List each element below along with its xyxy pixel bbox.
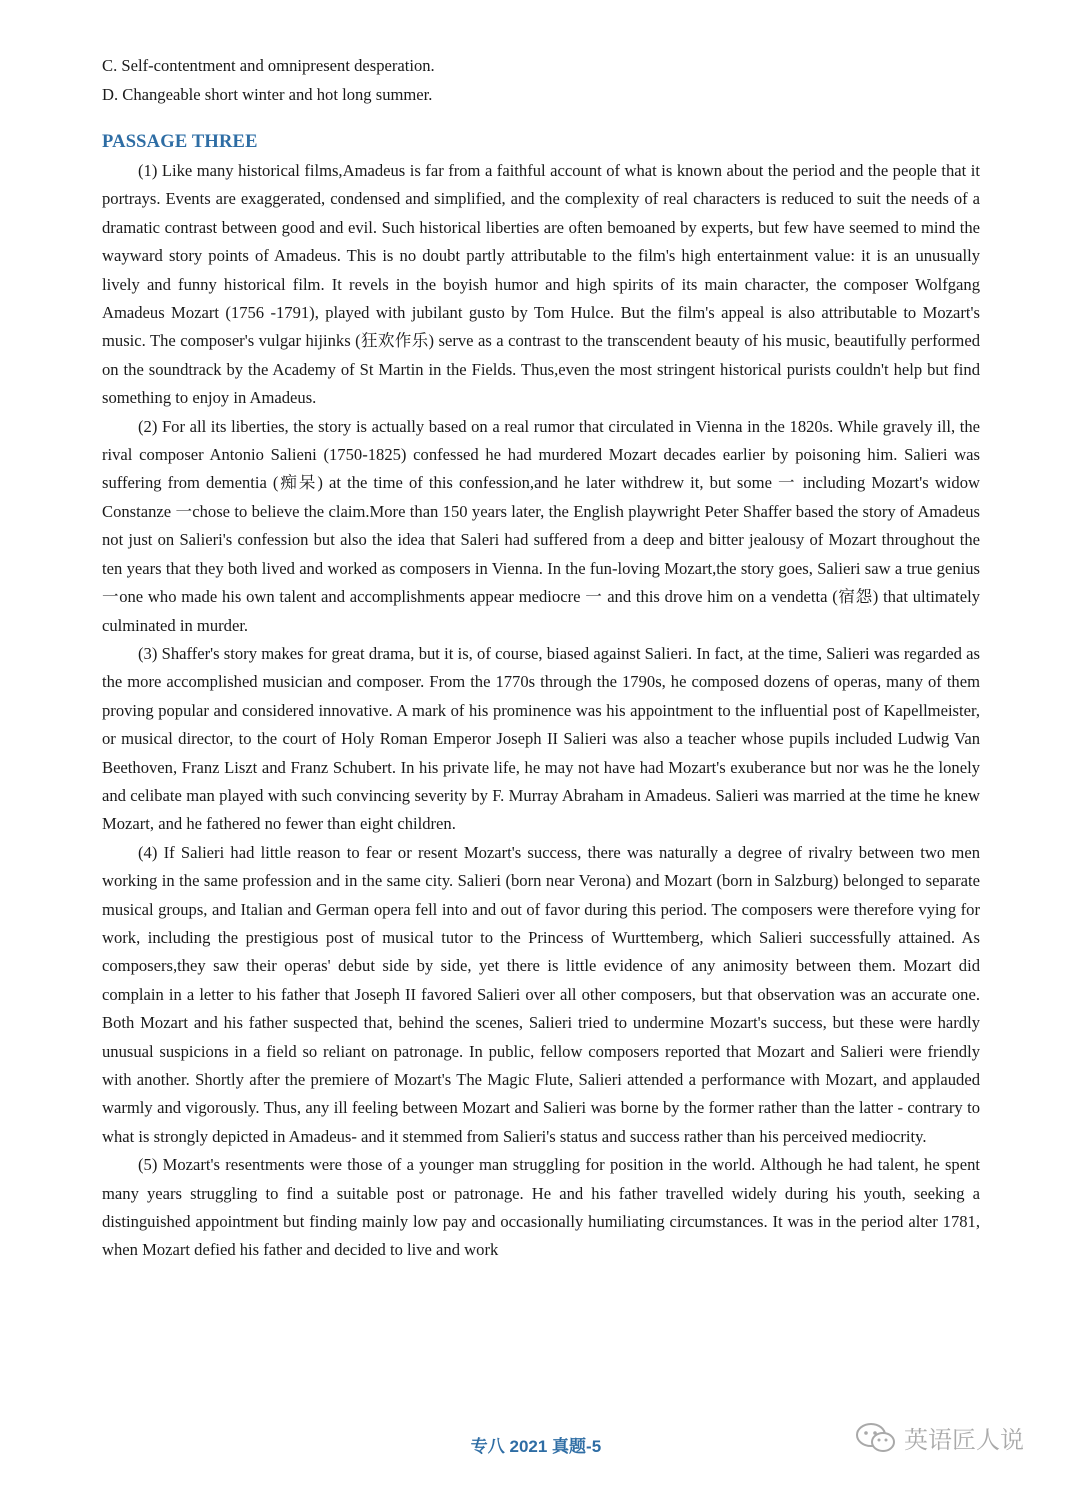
- paragraph-5: (5) Mozart's resentments were those of a younger man struggling for position in the world. Although he had talent, he spent many years struggling to find a suitable post or patronage. He and his father travelled widely during his youth, seeking a distinguished appointment but finding mainly low pay and occasionally humiliating circumstances. It was in the period alter 1781, when Mozart defied his father and decided to live and work: [102, 1155, 980, 1260]
- paragraph-4: (4) If Salieri had little reason to fear or resent Mozart's success, there was naturally a degree of rivalry between two men working in the same profession and in the same city. Salieri (born near Verona) and Mozart (born in Salzburg) belonged to separate musical groups, and Italian and German opera fell into and out of favor during this period. The composers were therefore vying for work, including the prestigious post of musical tutor to the Princess of Wurttemberg, which Salieri successfully attained. As composers,they saw their operas' debut side by side, yet there is little evidence of any animosity between them. Mozart did complain in a letter to his father that Joseph II favored Salieri over all other composers, but that observation was an accurate one. Both Mozart and his father suspected that, behind the scenes, Salieri tried to undermine Mozart's success, but these were hardly unusual suspicions in a field so reliant on patronage. In public, fellow composers reported that Mozart and Salieri were friendly with another. Shortly after the premiere of Mozart's The Magic Flute, Salieri attended a performance with Mozart, and applauded warmly and vigorously. Thus, any ill feeling between Mozart and Salieri was borne by the former rather than the latter - contrary to what is strongly depicted in Amadeus- and it stemmed from Salieri's status and success rather than his perceived mediocrity.: [102, 842, 980, 1146]
- page-content: [102, 52, 980, 1265]
- passage-heading: PASSAGE THREE: [102, 132, 258, 152]
- answer-option-d: D. Changeable short winter and hot long summer.: [102, 84, 433, 104]
- paragraph-3: (3) Shaffer's story makes for great drama, but it is, of course, biased against Salieri. In fact, at the time, Salieri was regarded as the more accomplished musician and composer. From the 1770s through the 1790s, he composed dozens of operas, many of them proving popular and considered innovative. A mark of his prominence was his appointment to the influential post of Kapellmeister, or musical director, to the court of Holy Roman Emperor Joseph II Salieri was also a teacher whose pupils included Ludwig Van Beethoven, Franz Liszt and Franz Schubert. In his private life, he may not have had Mozart's exuberance but nor was he the lonely and celibate man played with such convincing severity by F. Murray Abraham in Amadeus. Salieri was married at the time he knew Mozart, and he fathered no fewer than eight children.: [102, 643, 980, 834]
- watermark: [854, 1420, 1024, 1455]
- paragraph-2: (2) For all its liberties, the story is actually based on a real rumor that circulated in Vienna in the 1820s. While gravely ill, the rival composer Antonio Salieni (1750-1825) confessed he had murdered Mozart decades earlier by poisoning him. Salieri was suffering from dementia (痴呆) at the time of this confession,and he later withdrew it, but some 一 including Mozart's widow Constanze 一chose to believe the claim.More than 150 years later, the English playwright Peter Shaffer based the story of Amadeus not just on Salieri's confession but also the idea that Saleri had suffered from a deep and bitter jealousy of Mozart throughout the ten years that they both lived and worked as composers in Vienna. In the fun-loving Mozart,the story goes, Salieri saw a true genius 一one who made his own talent and accomplishments appear mediocre 一 and this drove him on a vendetta (宿怨) that ultimately culminated in murder.: [102, 416, 980, 635]
- answer-option-c: C. Self-contentment and omnipresent desperation.: [102, 56, 435, 75]
- wechat-icon: [854, 1421, 898, 1455]
- watermark-text: 英语匠人说: [904, 1426, 1024, 1454]
- paragraph-1: (1) Like many historical films,Amadeus is far from a faithful account of what is known about the period and the people that it portrays. Events are exaggerated, condensed and simplified, and the complexity of real characters is reduced to suit the needs of a dramatic contrast between good and evil. Such historical liberties are often bemoaned by experts, but few have seemed to mind the wayward story points of Amadeus. This is no doubt partly attributable to the film's high entertainment value: it is an unusually lively and funny historical film. It revels in the boyish humor and high spirits of its main character, the composer Wolfgang Amadeus Mozart (1756 -1791), played with jubilant gusto by Tom Hulce. But the film's appeal is also attributable to Mozart's music. The composer's vulgar hijinks (狂欢作乐) serve as a contrast to the transcendent beauty of his music, beautifully performed on the soundtrack by the Academy of St Martin in the Fields. Thus,even the most stringent historical purists couldn't help but find something to enjoy in Amadeus.: [102, 161, 980, 408]
- footer-title: 专八 2021 真题-5: [470, 1437, 602, 1456]
